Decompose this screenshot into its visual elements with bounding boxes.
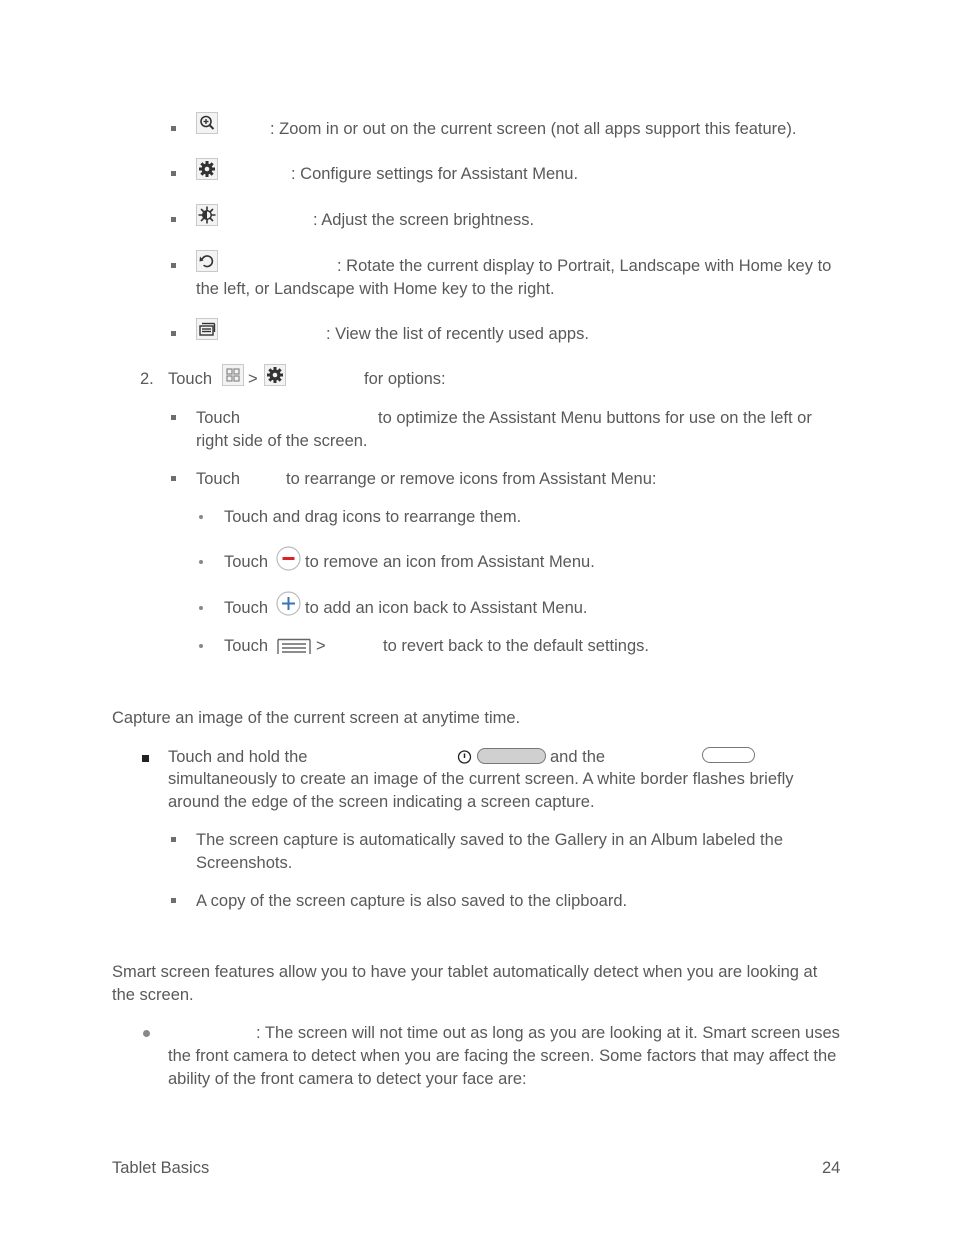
capture-intro: Capture an image of the current screen at anytime time.	[112, 709, 521, 727]
sub-item-reset: to revert back to the default settings.	[383, 637, 649, 655]
gear-icon	[196, 158, 218, 180]
capture-description: simultaneously to create an image of the current screen. A white border flashes briefly around the edge of the screen indicating a screen capture.	[168, 770, 794, 811]
menu-icon	[277, 638, 311, 655]
sub-touch-label: Touch	[224, 637, 269, 655]
page-number: 24	[822, 1159, 841, 1177]
sub-item-remove: to remove an icon from Assistant Menu.	[305, 553, 595, 571]
step-touch-label: Touch	[168, 370, 213, 388]
gear-icon	[264, 364, 286, 386]
sub-bullet	[199, 560, 203, 564]
home-key-shape	[702, 747, 755, 763]
power-key-shape	[477, 748, 546, 764]
list-bullet	[171, 415, 176, 420]
capture-and-text: and the	[550, 748, 606, 766]
zoom-icon	[196, 112, 218, 134]
sub-bullet	[199, 606, 203, 610]
zoom-description: : Zoom in or out on the current screen (not all apps support this feature).	[270, 120, 797, 138]
smart-intro: Smart screen features allow you to have your tablet automatically detect when you are looking at the screen.	[112, 963, 818, 1004]
list-bullet	[171, 476, 176, 481]
sub-touch-label: Touch	[224, 553, 269, 571]
list-bullet	[171, 263, 176, 268]
list-bullet	[171, 898, 176, 903]
list-bullet	[171, 171, 176, 176]
sub-item-drag: Touch and drag icons to rearrange them.	[224, 508, 522, 526]
option-dominant-hand: to optimize the Assistant Menu buttons for use on the left or right side of the screen.	[196, 409, 812, 450]
list-bullet	[171, 837, 176, 842]
option-touch-label: Touch	[196, 409, 241, 427]
capture-note-clipboard: A copy of the screen capture is also saved to the clipboard.	[196, 892, 628, 910]
rotate-description: : Rotate the current display to Portrait, Landscape with Home key to the left, or Landscape with Home key to the right.	[196, 257, 832, 298]
sub-touch-label: Touch	[224, 599, 269, 617]
smart-stay-description: : The screen will not time out as long as you are looking at it. Smart screen uses the front camera to detect when you are facing the screen. Some factors that may affect the ability of the front camera to detect your face are:	[168, 1024, 840, 1088]
power-icon	[457, 749, 473, 765]
plus-circle-icon	[276, 591, 301, 616]
list-bullet	[171, 126, 176, 131]
capture-note-gallery: The screen capture is automatically saved to the Gallery in an Album labeled the Screenshots.	[196, 831, 783, 872]
brightness-description: : Adjust the screen brightness.	[313, 211, 535, 229]
step-number: 2.	[140, 370, 154, 388]
sub-bullet	[199, 515, 203, 519]
option-edit: to rearrange or remove icons from Assistant Menu:	[286, 470, 657, 488]
apps-grid-icon	[222, 364, 244, 386]
settings-description: : Configure settings for Assistant Menu.	[291, 165, 579, 183]
recent-apps-description: : View the list of recently used apps.	[326, 325, 589, 343]
list-bullet	[171, 331, 176, 336]
option-touch-label: Touch	[196, 470, 241, 488]
list-bullet	[171, 217, 176, 222]
brightness-icon	[196, 204, 218, 226]
minus-circle-icon	[276, 546, 301, 571]
recent-apps-icon	[196, 318, 218, 340]
step-separator: >	[248, 370, 258, 388]
sub-item-add: to add an icon back to Assistant Menu.	[305, 599, 588, 617]
capture-hold-text: Touch and hold the	[168, 748, 308, 766]
list-bullet	[143, 1030, 150, 1037]
sub-separator: >	[316, 637, 326, 655]
list-bullet	[142, 755, 149, 762]
sub-bullet	[199, 644, 203, 648]
footer-section-title: Tablet Basics	[112, 1159, 210, 1177]
step-tail: for options:	[364, 370, 446, 388]
